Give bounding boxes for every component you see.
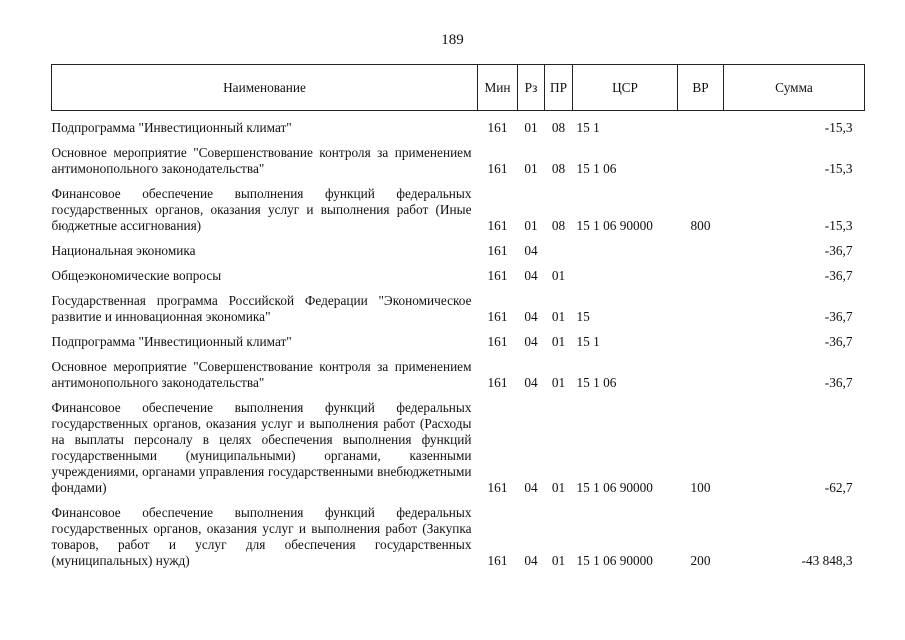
cell-min: 161 [487,309,508,324]
table-row [52,268,865,293]
table-row [52,120,865,145]
cell-vr [678,145,724,186]
cell-sum: -36,7 [824,268,853,283]
header-sum: Сумма [724,65,865,111]
cell-pr: 01 [551,375,566,390]
cell-csr: 15 1 06 90000 [576,480,653,495]
cell-pr [545,243,573,268]
cell-min: 161 [487,553,508,568]
cell-pr: 01 [551,268,566,283]
cell-csr: 15 1 06 [576,161,617,176]
cell-name: Основное мероприятие "Совершенствование контроля за применением антимонопольного законодательства" [51,145,472,176]
cell-rz: 04 [524,309,538,324]
cell-sum: -43 848,3 [801,553,853,568]
cell-pr: 08 [551,218,566,233]
header-vr: ВР [678,65,724,111]
cell-rz: 04 [524,268,538,283]
cell-rz: 01 [524,120,538,135]
cell-pr: 01 [551,480,566,495]
cell-csr: 15 [576,309,590,324]
cell-pr: 01 [551,334,566,349]
cell-sum: -15,3 [824,161,853,176]
cell-pr: 08 [551,120,566,135]
cell-min: 161 [487,375,508,390]
cell-name: Общеэкономические вопросы [51,268,222,283]
cell-name: Основное мероприятие "Совершенствование контроля за применением антимонопольного законодательства" [51,359,472,390]
table-row [52,186,865,243]
cell-sum: -36,7 [824,243,853,258]
cell-csr: 15 1 06 90000 [576,553,653,568]
cell-rz: 04 [524,553,538,568]
cell-sum: -36,7 [824,375,853,390]
cell-name: Финансовое обеспечение выполнения функций федеральных государственных органов, оказания услуг и выполнения работ (Иные бюджетные ассигнования) [51,186,472,233]
cell-min: 161 [487,218,508,233]
cell-vr [678,268,724,293]
cell-name: Подпрограмма "Инвестиционный климат" [51,334,292,349]
cell-name: Подпрограмма "Инвестиционный климат" [51,120,292,135]
table-row [52,359,865,400]
table-row [52,145,865,186]
cell-sum: -62,7 [824,480,853,495]
cell-vr: 200 [690,553,711,568]
cell-vr [678,293,724,334]
header-rz: Рз [518,65,545,111]
header-name: Наименование [52,65,478,111]
budget-table [51,64,865,578]
cell-rz: 01 [524,161,538,176]
table-header-row [52,65,865,111]
cell-sum: -36,7 [824,309,853,324]
table-row [52,293,865,334]
table-row [52,400,865,505]
cell-vr [678,359,724,400]
cell-pr: 01 [551,309,566,324]
header-csr: ЦСР [573,65,678,111]
cell-csr: 15 1 06 [576,375,617,390]
cell-min: 161 [487,480,508,495]
table-body [52,111,865,579]
cell-min: 161 [487,243,508,258]
cell-name: Финансовое обеспечение выполнения функций федеральных государственных органов, оказания услуг и выполнения работ (Закупка товаров, работ и услуг для обеспечения государственных (муниципальных) нужд) [51,505,472,568]
cell-min: 161 [487,334,508,349]
cell-csr: 15 1 [576,334,600,349]
cell-rz: 04 [524,243,538,258]
cell-min: 161 [487,120,508,135]
cell-pr: 01 [551,553,566,568]
cell-min: 161 [487,268,508,283]
page-number: 189 [441,32,464,48]
cell-sum: -15,3 [824,120,853,135]
cell-csr [573,243,678,268]
cell-name: Государственная программа Российской Федерации "Экономическое развитие и инновационная экономика" [51,293,472,324]
cell-sum: -15,3 [824,218,853,233]
cell-vr: 800 [690,218,711,233]
cell-rz: 04 [524,334,538,349]
cell-csr: 15 1 [576,120,600,135]
cell-vr: 100 [690,480,711,495]
cell-vr [678,243,724,268]
cell-rz: 04 [524,375,538,390]
header-pr: ПР [545,65,573,111]
cell-min: 161 [487,161,508,176]
cell-name: Финансовое обеспечение выполнения функций федеральных государственных органов, оказания услуг и выполнения работ (Расходы на выплаты персоналу в целях обеспечения выполнения функций государственными (муниципальными) органами, казенными учреждениями, органами управления государственными внебюджетными фондами) [51,400,472,495]
table-row [52,334,865,359]
table-row [52,505,865,578]
cell-csr [573,268,678,293]
cell-rz: 01 [524,218,538,233]
table-row [52,243,865,268]
cell-csr: 15 1 06 90000 [576,218,653,233]
cell-pr: 08 [551,161,566,176]
header-min: Мин [478,65,518,111]
cell-rz: 04 [524,480,538,495]
cell-vr [678,120,724,145]
cell-sum: -36,7 [824,334,853,349]
cell-vr [678,334,724,359]
cell-name: Национальная экономика [51,243,196,258]
